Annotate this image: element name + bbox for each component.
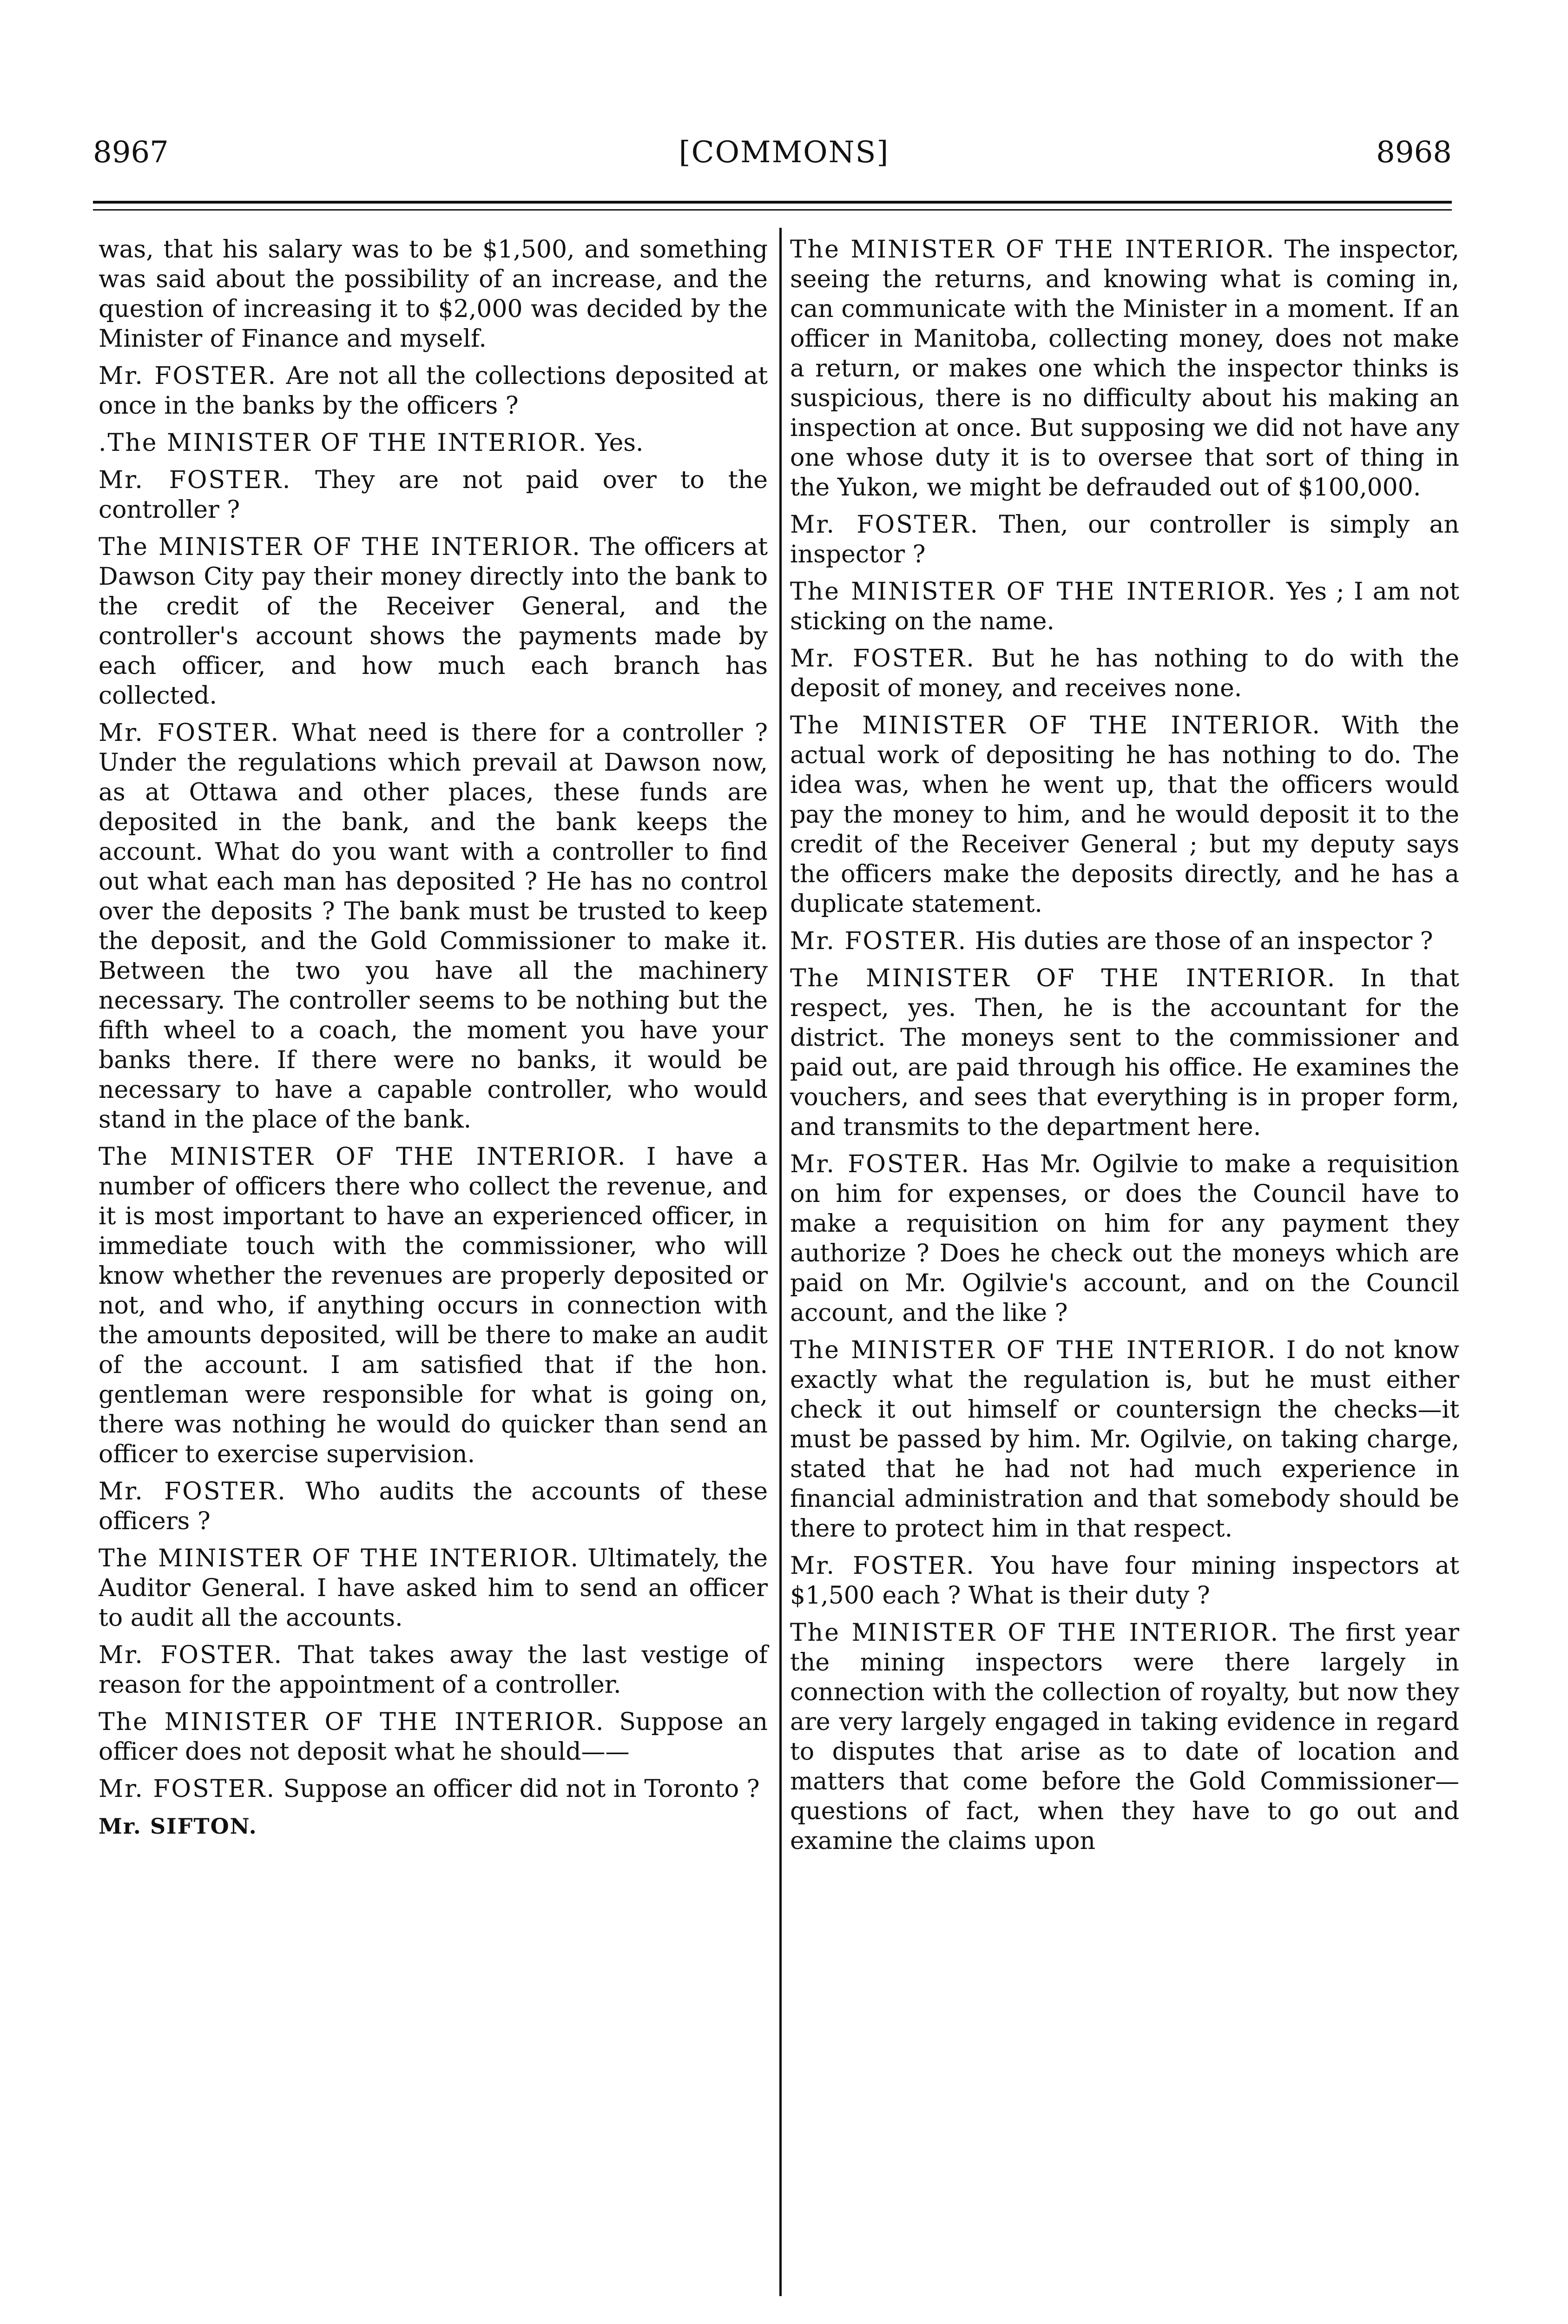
speaker: The MINISTER OF THE INTERIOR. <box>790 964 1337 992</box>
paragraph <box>790 510 1459 569</box>
speech-text: I do not know exactly what the regulation is, but he must either check it out himself or countersign the checks—it must be passed by him. Mr. Ogilvie, on taking charge, stated that he had not had much experience in financial administration and that somebody should be there to protect him in that respect. <box>790 1336 1460 1543</box>
speaker: The MINISTER OF THE INTERIOR. <box>790 1619 1280 1647</box>
speech-text: Then, our controller is simply an inspector ? <box>790 511 1460 568</box>
speaker: The MINISTER OF THE INTERIOR. <box>99 1143 627 1171</box>
paragraph <box>99 718 768 1135</box>
speaker: Mr. FOSTER. <box>99 362 277 390</box>
paragraph <box>99 235 768 354</box>
speech-text: The officers at Dawson City pay their money directly into the bank to the credit of the Receiver General, and the controller's account shows the payments made by each officer, and how much each branch has collected. <box>99 533 768 710</box>
speech-text: Suppose an officer does not deposit what he should—— <box>99 1708 768 1766</box>
speaker: Mr. FOSTER. <box>99 1478 287 1505</box>
speech-text: Who audits the accounts of these officers ? <box>99 1478 768 1535</box>
paragraph <box>790 926 1459 956</box>
right-column <box>790 235 1459 1863</box>
speaker: The MINISTER OF THE INTERIOR. <box>790 1336 1277 1364</box>
speech-text: You have four mining inspectors at $1,500 each ? What is their duty ? <box>790 1552 1460 1610</box>
speech-text: His duties are those of an inspector ? <box>975 927 1433 955</box>
paragraph <box>790 1551 1459 1611</box>
paragraph <box>790 1149 1459 1328</box>
speaker: Mr. FOSTER. <box>790 1552 975 1580</box>
paragraph <box>99 1640 768 1700</box>
speech-text: Yes. <box>595 429 644 457</box>
speech-text: Ultimately, the Auditor General. I have asked him to send an officer to audit all the accounts. <box>99 1545 768 1632</box>
paragraph <box>790 644 1459 703</box>
speech-text: I have a number of officers there who collect the revenue, and it is most important to have an experienced officer, in immediate touch with the commissioner, who will know whether the revenues are properly deposited or not, and who, if anything occurs in connection with the amounts deposited, will be there to make an audit of the account. I am satisfied that if the hon. gentleman were responsible for what is going on, there was nothing he would do quicker than send an officer to exercise supervision. <box>99 1143 768 1468</box>
speaker: Mr. FOSTER. <box>99 466 292 494</box>
speaker: The MINISTER OF THE INTERIOR. <box>99 1545 580 1572</box>
header-rule-thin <box>93 209 1452 211</box>
speaker: The MINISTER OF THE INTERIOR. <box>790 712 1322 739</box>
paragraph <box>790 1335 1459 1544</box>
speaker: Mr. FOSTER. <box>790 645 975 673</box>
speech-text: But he has nothing to do with the deposit of money, and receives none. <box>790 645 1460 702</box>
column-divider <box>779 228 782 2296</box>
paragraph <box>99 1142 768 1469</box>
paragraph <box>99 1477 768 1536</box>
speaker: Mr. FOSTER. <box>790 927 968 955</box>
running-header: [COMMONS] <box>679 135 889 170</box>
paragraph <box>99 428 768 458</box>
speech-text: They are not paid over to the controller ? <box>99 466 768 524</box>
paragraph <box>790 235 1459 502</box>
speaker-signature: Mr. SIFTON. <box>99 1814 257 1839</box>
speech-text: That takes away the last vestige of reason for the appointment of a controller. <box>99 1641 768 1699</box>
speaker: Mr. FOSTER. <box>790 1150 970 1178</box>
header-rule <box>93 201 1452 204</box>
speaker: The MINISTER OF THE INTERIOR. <box>790 578 1277 606</box>
page-number-left: 8967 <box>93 135 169 170</box>
paragraph <box>790 1618 1459 1856</box>
speaker: The MINISTER OF THE INTERIOR. <box>99 533 581 561</box>
paragraph <box>99 532 768 711</box>
speech-text: The inspector, seeing the returns, and knowing what is coming in, can communicate with the Minister in a moment. If an officer in Manitoba, collecting money, does not make a return, or makes one which the inspector thinks is suspicious, there is no difficulty about his making an inspection at once. But supposing we did not have any one whose duty it is to oversee that sort of thing in the Yukon, we might be defrauded out of $100,000. <box>790 236 1460 502</box>
speech-text: was, that his salary was to be $1,500, and something was said about the possibility of an increase, and the question of increasing it to $2,000 was decided by the Minister of Finance and myself. <box>99 236 768 353</box>
speaker: The MINISTER OF THE INTERIOR. <box>99 1708 605 1736</box>
speech-text: What need is there for a controller ? Under the regulations which prevail at Dawson now, as at Ottawa and other places, these funds are deposited in the bank, and the bank keeps the account. What do you want with a controller to find out what each man has deposited ? He has no control over the deposits ? The bank must be trusted to keep the deposit, and the Gold Commissioner to make it. Between the two you have all the machinery necessary. The controller seems to be nothing but the fifth wheel to a coach, the moment you have your banks there. If there were no banks, it would be necessary to have a capable controller, who would stand in the place of the bank. <box>99 719 768 1134</box>
speaker: The MINISTER OF THE INTERIOR. <box>790 236 1276 264</box>
speech-text: Has Mr. Ogilvie to make a requisition on him for expenses, or does the Council have to make a requisition on him for any payment they authorize ? Does he check out the moneys which are paid on Mr. Ogilvie's account, and on the Council account, and the like ? <box>790 1150 1459 1327</box>
left-column <box>99 235 768 1841</box>
speaker: .The MINISTER OF THE INTERIOR. <box>99 429 588 457</box>
paragraph <box>790 711 1459 919</box>
page-number-right: 8968 <box>1376 135 1452 170</box>
speech-text: Suppose an officer did not in Toronto ? <box>283 1775 760 1803</box>
paragraph <box>790 577 1459 636</box>
speech-text: With the actual work of depositing he has nothing to do. The idea was, when he went up, that the officers would pay the money to him, and he would deposit it to the credit of the Receiver General ; but my deputy says the officers make the deposits directly, and he has a duplicate statement. <box>790 712 1459 918</box>
speech-text: The first year the mining inspectors were there largely in connection with the collection of royalty, but now they are very largely engaged in taking evidence in regard to disputes that arise as to date of location and matters that come before the Gold Commissioner—questions of fact, when they have to go out and examine the claims upon <box>790 1619 1460 1855</box>
paragraph <box>790 964 1459 1142</box>
paragraph <box>99 1774 768 1804</box>
speaker: Mr. FOSTER. <box>99 719 280 747</box>
speech-text: Are not all the collections deposited at once in the banks by the officers ? <box>99 362 768 420</box>
speech-text: Yes ; I am not sticking on the name. <box>790 578 1460 635</box>
speaker: Mr. FOSTER. <box>790 511 980 539</box>
paragraph <box>99 465 768 525</box>
paragraph <box>99 361 768 421</box>
paragraph <box>99 1544 768 1633</box>
paragraph <box>99 1707 768 1767</box>
speaker: Mr. FOSTER. <box>99 1641 283 1669</box>
speaker: Mr. FOSTER. <box>99 1775 276 1803</box>
speech-text: In that respect, yes. Then, he is the accountant for the district. The moneys sent to the commissioner and paid out, are paid through his office. He examines the vouchers, and sees that everything is in proper form, and transmits to the department here. <box>790 964 1459 1141</box>
